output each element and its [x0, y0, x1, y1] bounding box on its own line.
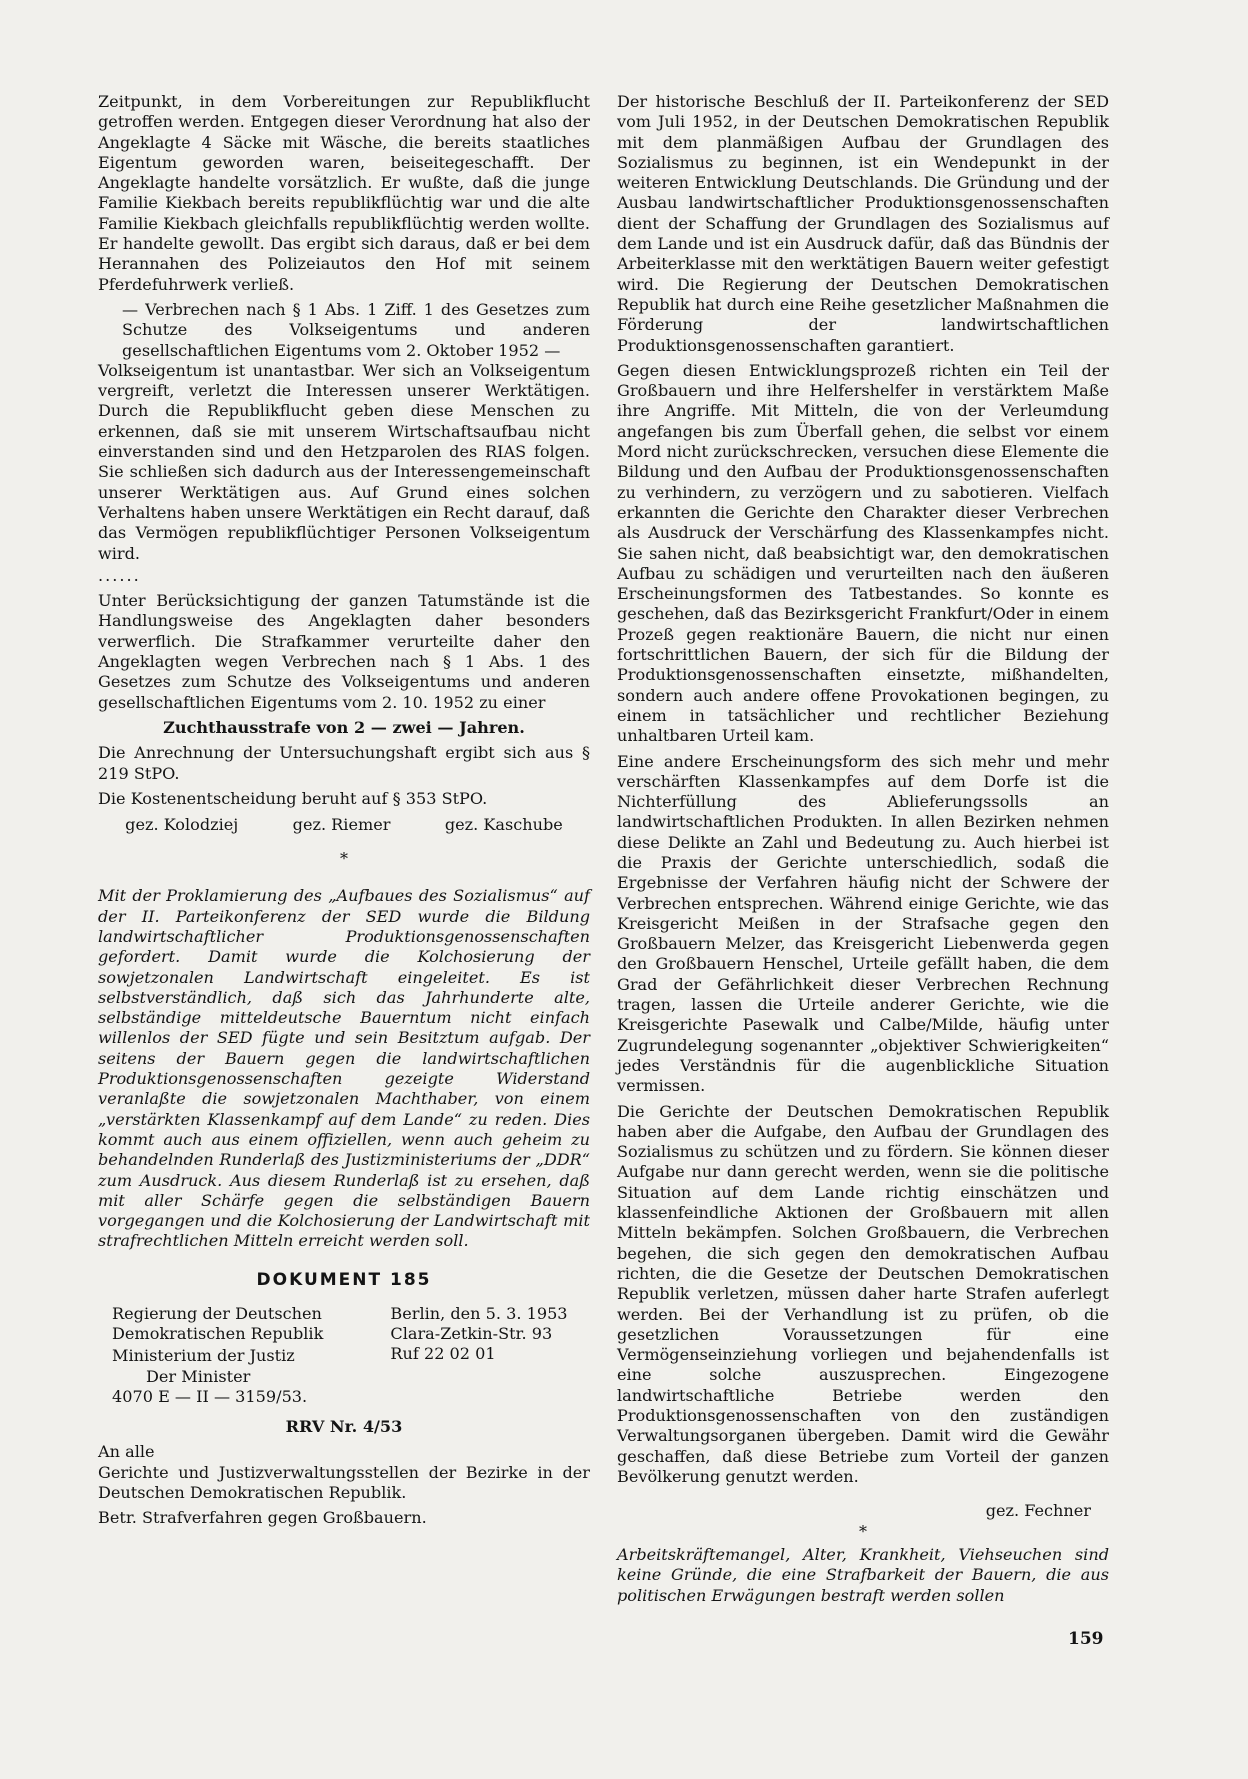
paragraph: Der historische Beschluß der II. Parteikonferenz der SED vom Juli 1952, in der Deutschen Demokratischen Republik mit dem planmäßigen Aufbau der Grundlagen des Sozialismus zu beginnen, ist ein Wendepunkt in der weiteren Entwicklung Deutschlands. Die Gründung und der Ausbau landwirtschaftlicher Produktionsgenossenschaften dient der Schaffung der Grundlagen des Sozialismus auf dem Lande und ist ein Ausdruck dafür, daß das Bündnis der Arbeiterklasse mit den werktätigen Bauern weiter gefestigt wird. Die Regierung der Deutschen Demokratischen Republik hat durch eine Reihe gesetzlicher Maßnahmen die Förderung der landwirtschaftlichen Produktionsgenossenschaften garantiert. [617, 92, 1109, 355]
ellipsis: ...... [98, 565, 141, 585]
subject-line: Betr. Strafverfahren gegen Großbauern. [98, 1508, 427, 1528]
paragraph: Gegen diesen Entwicklungsprozeß richten ein Teil der Großbauern und ihre Helfershelfer in verstärktem Maße ihre Angriffe. Mit Mitteln, die von der Verleumdung angefangen bis zum Überfall gehen, die selbst vor einem Mord nicht zurückschrecken, versuchen diese Elemente die Bildung und den Aufbau der Produktionsgenossenschaften zu verhindern, zu verzögern und zu sabotieren. Vielfach erkannten die Gerichte den Charakter dieser Verbrechen als Ausdruck der Verschärfung des Klassenkampfes nicht. Sie sahen nicht, daß beabsichtigt war, den demokratischen Aufbau zu schädigen und verurteilten nach den äußeren Erscheinungsformen des Tatbestandes. So konnte es geschehen, daß das Bezirksgericht Frankfurt/Oder in einem Prozeß gegen reaktionäre Bauern, die nicht nur einen fortschrittlichen Bauern, der sich für die Bildung der Produktionsgenossenschaften einsetzte, mißhandelten, sondern auch andere offene Provokationen begingen, zu einem in tatsächlicher und rechtlicher Beziehung unhaltbaren Urteil kam. [617, 360, 1109, 746]
signature: gez. Fechner [985, 1501, 1091, 1521]
right-column [617, 92, 1109, 1606]
paragraph: Volkseigentum ist unantastbar. Wer sich an Volkseigentum vergreift, verletzt die Interessen unserer Werktätigen. Durch die Republikflucht geben diese Menschen zu erkennen, daß sie mit unserem Wirtschaftsaufbau nicht einverstanden sind und den Hetzparolen des RIAS folgen. Sie schließen sich dadurch aus der Interessengemeinschaft unserer Werktätigen aus. Auf Grund eines solchen Verhaltens haben unsere Werktätigen ein Recht darauf, daß das Vermögen republikflüchtiger Personen Volkseigentum wird. [98, 360, 590, 563]
letterhead-line: Der Minister [146, 1366, 251, 1386]
paragraph: Die Kostenentscheidung beruht auf § 353 StPO. [98, 788, 488, 808]
separator-star: * [859, 1522, 867, 1542]
letterhead-address [390, 1304, 576, 1407]
separator-star: * [340, 849, 348, 869]
letterhead-line: Regierung der Deutschen [112, 1303, 322, 1323]
letterhead-line: Ruf 22 02 01 [390, 1344, 496, 1364]
recipients: Gerichte und Justizverwaltungsstellen der Bezirke in der Deutschen Demokratischen Republik. [98, 1462, 590, 1502]
document-heading: DOKUMENT 185 [256, 1269, 432, 1290]
signature: gez. Kaschube [444, 815, 563, 835]
paragraph: Zeitpunkt, in dem Vorbereitungen zur Republikflucht getroffen werden. Entgegen dieser Verordnung hat also der Angeklagte 4 Säcke mit Wäsche, die bereits staatliches Eigentum geworden waren, beiseitegeschafft. Der Angeklagte handelte vorsätzlich. Er wußte, daß die junge Familie Kiekbach bereits republikflüchtig war und die alte Familie Kiekbach gleichfalls republikflüchtig werden wollte. Er handelte gewollt. Das ergibt sich daraus, daß er bei dem Herannahen des Polizeiautos den Hof mit seinem Pferdefuhrwerk verließ. [98, 92, 590, 294]
paragraph: Die Gerichte der Deutschen Demokratischen Republik haben aber die Aufgabe, den Aufbau der Grundlagen des Sozialismus zu schützen und zu fördern. Sie können dieser Aufgabe nur dann gerecht werden, wenn sie die politische Situation auf dem Lande richtig einschätzen und klassenfeindliche Aktionen der Großbauern mit allen Mitteln bekämpfen. Solchen Großbauern, die Verbrechen begehen, die sich gegen den demokratischen Aufbau richten, die die Gesetze der Deutschen Demokratischen Republik verletzen, müssen daher harte Strafen auferlegt werden. Bei der Verhandlung ist zu prüfen, ob die gesetzlichen Voraussetzungen für eine Vermögenseinziehung vorliegen und bejahendenfalls ist eine solche auszusprechen. Eingezogene landwirtschaftliche Betriebe werden den Produktionsgenossenschaften von den zuständigen Verwaltungsorganen übergeben. Damit wird die Gewähr geschaffen, daß diese Betriebe zum Vorteil der ganzen Bevölkerung genutzt werden. [617, 1101, 1109, 1486]
letterhead [98, 1304, 590, 1407]
signature: gez. Kolodziej [125, 815, 239, 835]
left-column [98, 92, 590, 1528]
letterhead-line: Demokratischen Republik [112, 1324, 324, 1344]
paragraph: Eine andere Erscheinungsform des sich mehr und mehr verschärften Klassenkampfes auf dem Dorfe ist die Nichterfüllung des Ablieferungssolls an landwirtschaftlichen Produkten. In allen Bezirken nehmen diese Delikte an Zahl und Bedeutung zu. Auch hierbei ist die Praxis der Gerichte unterschiedlich, sodaß die Ergebnisse der Verfahren häufig nicht der Schwere der Verbrechen entsprechen. Während einige Gerichte, wie das Kreisgericht Meißen in der Strafsache gegen den Großbauern Melzer, das Kreisgericht Liebenwerda gegen den Großbauern Henschel, Urteile gefällt haben, die dem Grad der Gefährlichkeit dieser Verbrechen Rechnung tragen, lassen die Urteile anderer Gerichte, wie die Kreisgerichte Pasewalk und Calbe/Milde, häufig unter Zugrundelegung sogenannter „objektiver Schwierigkeiten“ jedes Verständnis für die augenblickliche Situation vermissen. [617, 751, 1109, 1096]
legal-heading: — Verbrechen nach § 1 Abs. 1 Ziff. 1 des Gesetzes zum Schutze des Volkseigentums und anderen gesellschaftlichen Eigentums vom 2. Oktober 1952 — [122, 299, 590, 360]
page-number: 159 [1068, 1629, 1104, 1649]
paragraph: Die Anrechnung der Untersuchungshaft ergibt sich aus § 219 StPO. [98, 743, 590, 783]
letterhead-line: Berlin, den 5. 3. 1953 [390, 1303, 568, 1323]
editorial-comment: Mit der Proklamierung des „Aufbaues des Sozialismus“ auf der II. Parteikonferenz der SED wurde die Bildung landwirtschaftlicher Produktionsgenossenschaften gefordert. Damit wurde die Kolchosierung der sowjetzonalen Landwirtschaft eingeleitet. Es ist selbstverständlich, daß sich das Jahrhunderte alte, selbständige mitteldeutsche Bauerntum nicht einfach willenlos der SED fügte und sein Besitztum aufgab. Der seitens der Bauern gegen die landwirtschaftlichen Produktionsgenossenschaften gezeigte Widerstand veranlaßte die sowjetzonalen Machthaber, von einem „verstärkten Klassenkampf auf dem Lande“ zu reden. Dies kommt auch aus einem offiziellen, wenn auch geheim zu behandelnden Runderlaß des Justizministeriums der „DDR“ zum Ausdruck. Aus diesem Runderlaß ist zu ersehen, daß mit aller Schärfe gegen die selbständigen Bauern vorgegangen und die Kolchosierung der Landwirtschaft mit strafrechtlichen Mitteln erreicht werden soll. [98, 886, 590, 1251]
addressee: An alle [98, 1442, 155, 1462]
signature: gez. Riemer [292, 815, 391, 835]
letterhead-line: Clara-Zetkin-Str. 93 [390, 1324, 553, 1344]
section-caption: Arbeitskräftemangel, Alter, Krankheit, Viehseuchen sind keine Gründe, die eine Strafbarkeit der Bauern, die aus politischen Erwägungen bestraft werden sollen [617, 1545, 1109, 1605]
letterhead-sender [112, 1304, 372, 1407]
letterhead-line: 4070 E — II — 3159/53. [112, 1386, 308, 1406]
letterhead-line: Ministerium der Justiz [112, 1346, 295, 1366]
paragraph: Unter Berücksichtigung der ganzen Tatumstände ist die Handlungsweise des Angeklagten daher besonders verwerflich. Die Strafkammer verurteilte daher den Angeklagten wegen Verbrechen nach § 1 Abs. 1 des Gesetzes zum Schutze des Volkseigentums und anderen gesellschaftlichen Eigentums vom 2. 10. 1952 zu einer [98, 591, 590, 712]
decree-number: RRV Nr. 4/53 [285, 1417, 403, 1437]
signatures [98, 815, 590, 835]
sentence-verdict: Zuchthausstrafe von 2 — zwei — Jahren. [163, 717, 525, 737]
